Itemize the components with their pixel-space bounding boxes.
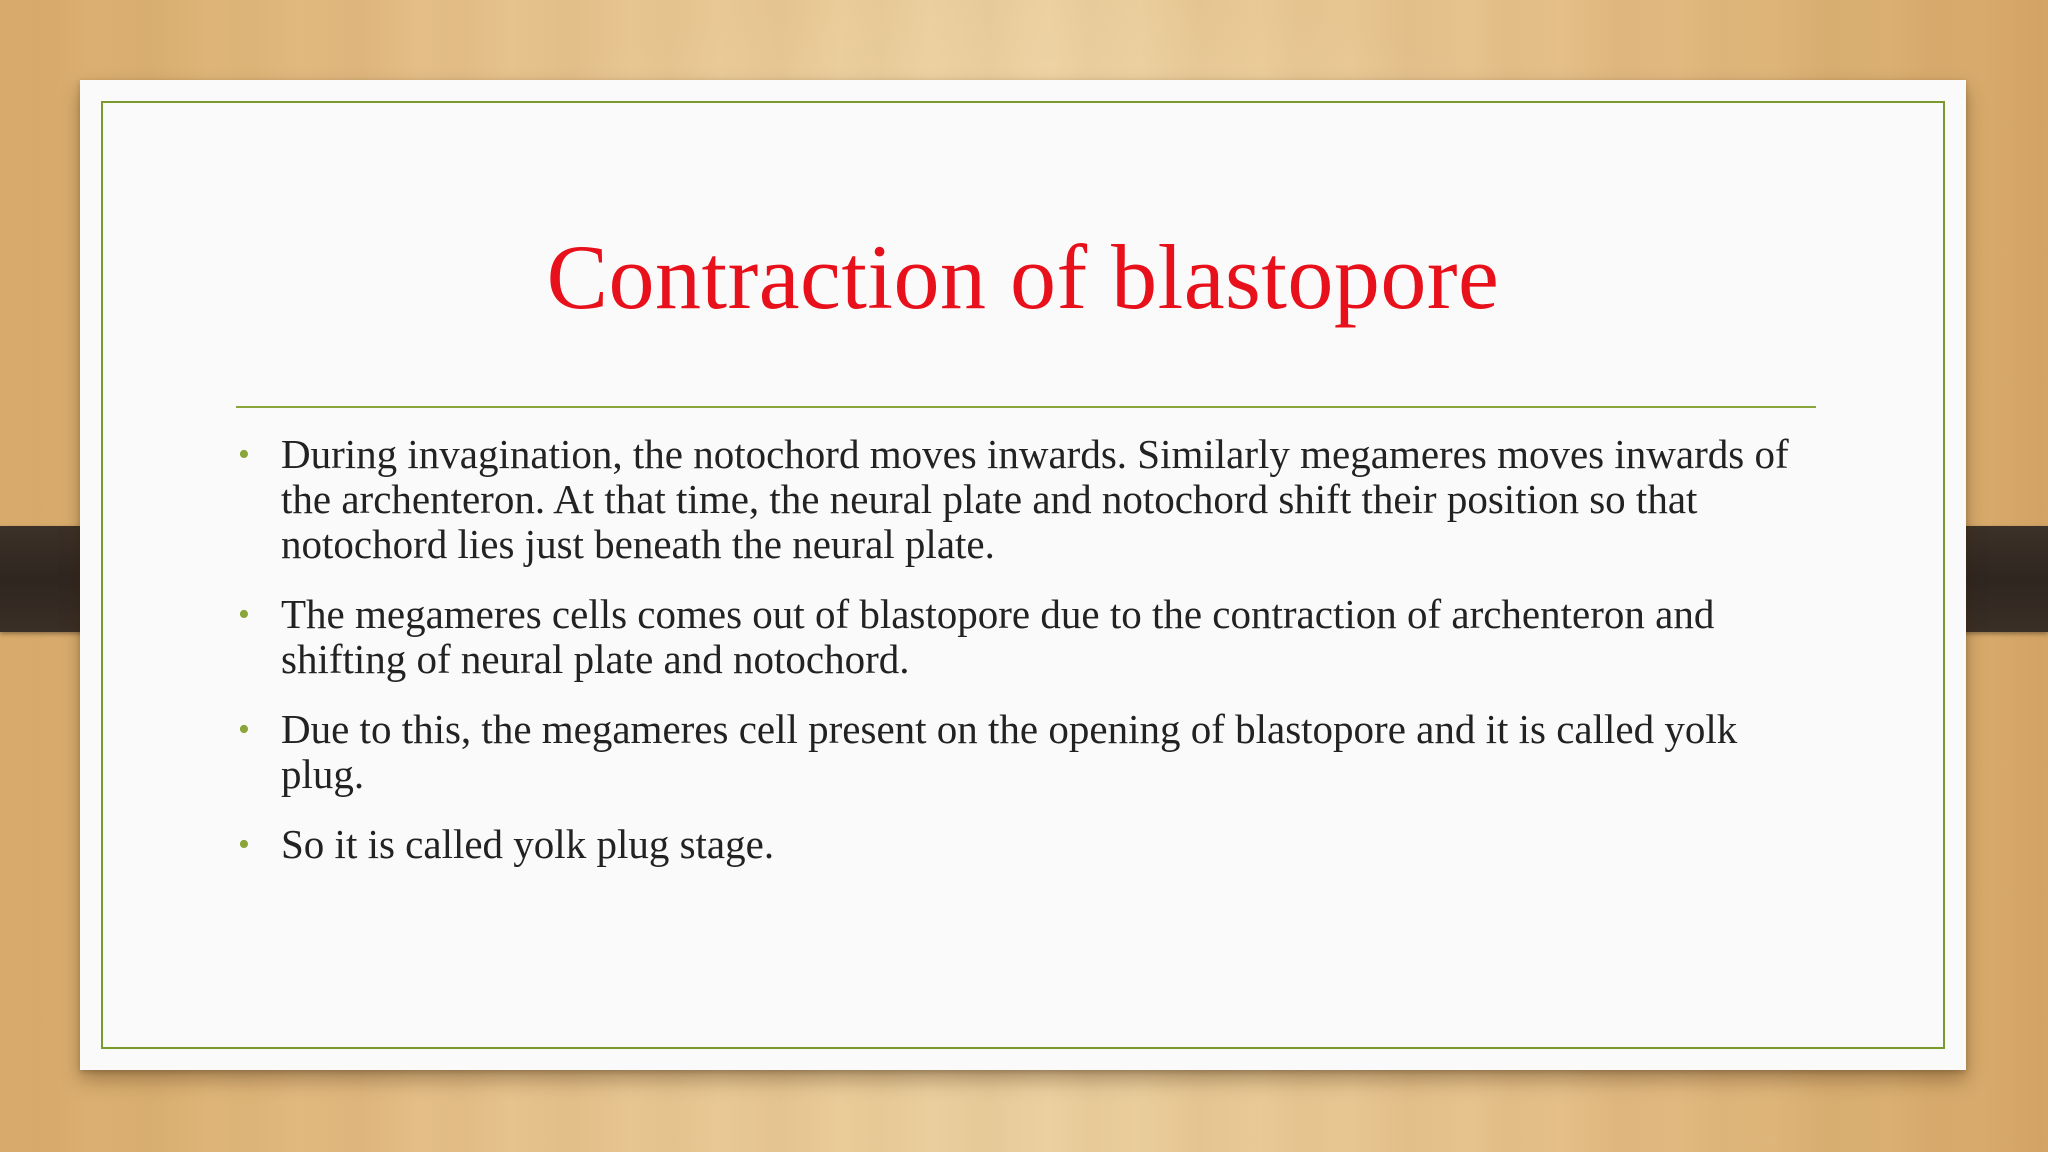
bullet-item	[236, 592, 1816, 682]
bullet-dot-icon: •	[238, 436, 250, 473]
bullet-dot-icon: •	[238, 711, 250, 748]
slide-title: Contraction of blastopore	[546, 226, 1500, 328]
bullet-list	[236, 432, 1816, 892]
bullet-item	[236, 822, 1816, 867]
bullet-text: So it is called yolk plug stage.	[281, 821, 775, 867]
bullet-text: The megameres cells comes out of blastopore due to the contraction of archenteron and shifting of neural plate and notochord.	[281, 591, 1715, 682]
bullet-item	[236, 432, 1816, 567]
bullet-text: Due to this, the megameres cell present on the opening of blastopore and it is called yolk plug.	[281, 706, 1738, 797]
bullet-dot-icon: •	[238, 826, 250, 863]
bullet-text: During invagination, the notochord moves inwards. Similarly megameres moves inwards of the archenteron. At that time, the neural plate and notochord shift their position so that notochord lies just beneath the neural plate.	[281, 431, 1789, 567]
title-divider	[236, 406, 1816, 408]
bullet-dot-icon: •	[238, 596, 250, 633]
bullet-item	[236, 707, 1816, 797]
slide	[80, 80, 1966, 1070]
